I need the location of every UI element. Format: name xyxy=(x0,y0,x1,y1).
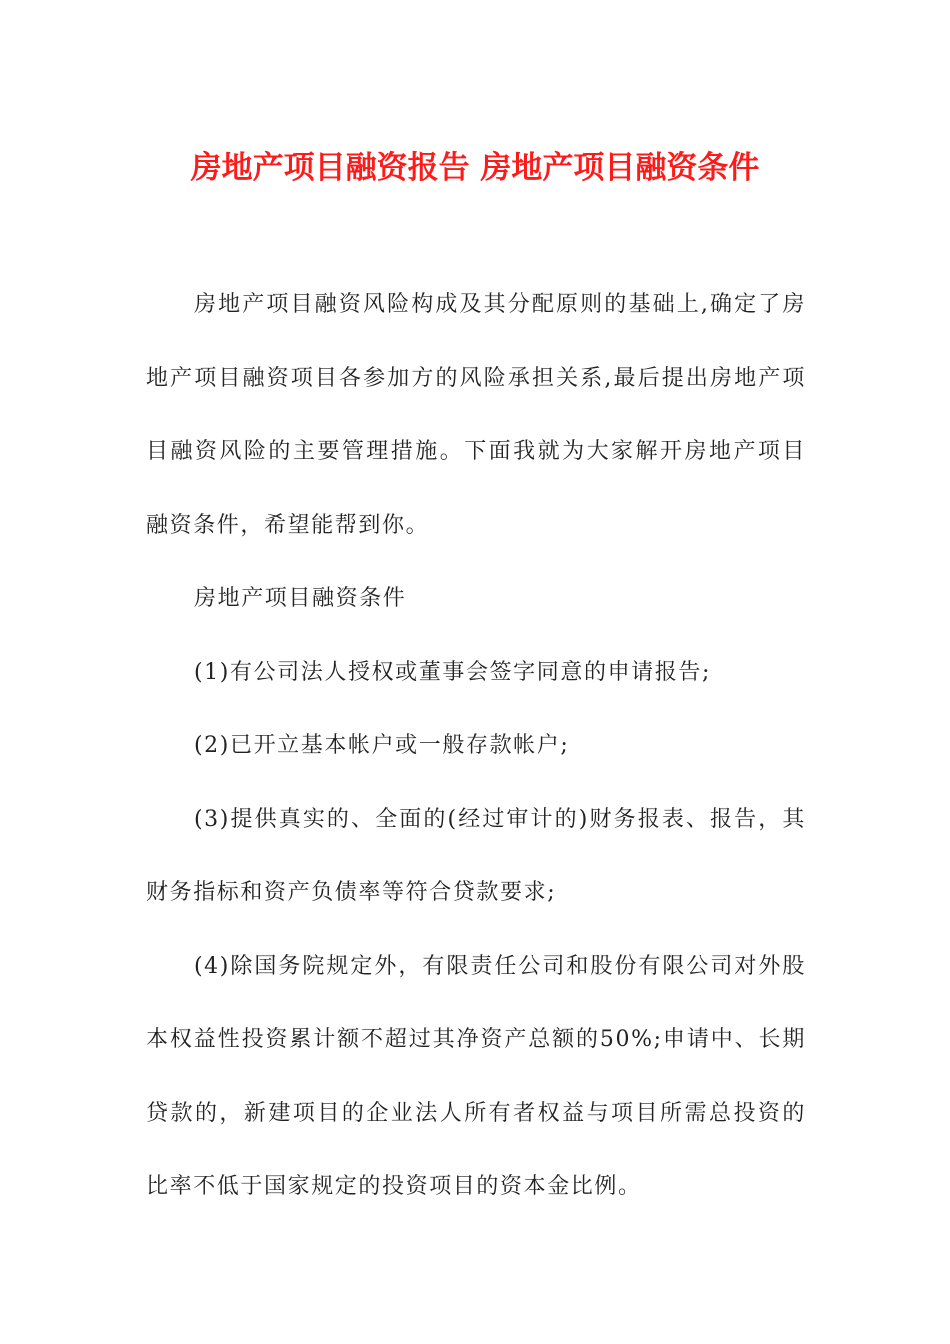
document-title: 房地产项目融资报告 房地产项目融资条件 xyxy=(190,150,760,186)
condition-item-1: (1)有公司法人授权或董事会签字同意的申请报告; xyxy=(194,659,711,685)
condition-item-3: (3)提供真实的、全面的(经过审计的)财务报表、报告，其财务指标和资产负债率等符合贷款要求; xyxy=(146,806,806,905)
section-heading: 房地产项目融资条件 xyxy=(194,586,407,611)
condition-item-2: (2)已开立基本帐户或一般存款帐户; xyxy=(194,733,570,758)
document-body xyxy=(146,268,806,1224)
condition-item-4: (4)除国务院规定外，有限责任公司和股份有限公司对外股本权益性投资累计额不超过其净资产总额的50%;申请中、长期贷款的，新建项目的企业法人所有者权益与项目所需总投资的比率不低于国家规定的投资项目的资本金比例。 xyxy=(146,953,806,1199)
intro-paragraph: 房地产项目融资风险构成及其分配原则的基础上,确定了房地产项目融资项目各参加方的风险承担关系,最后提出房地产项目融资风险的主要管理措施。下面我就为大家解开房地产项目融资条件，希望能帮到你。 xyxy=(146,292,806,538)
